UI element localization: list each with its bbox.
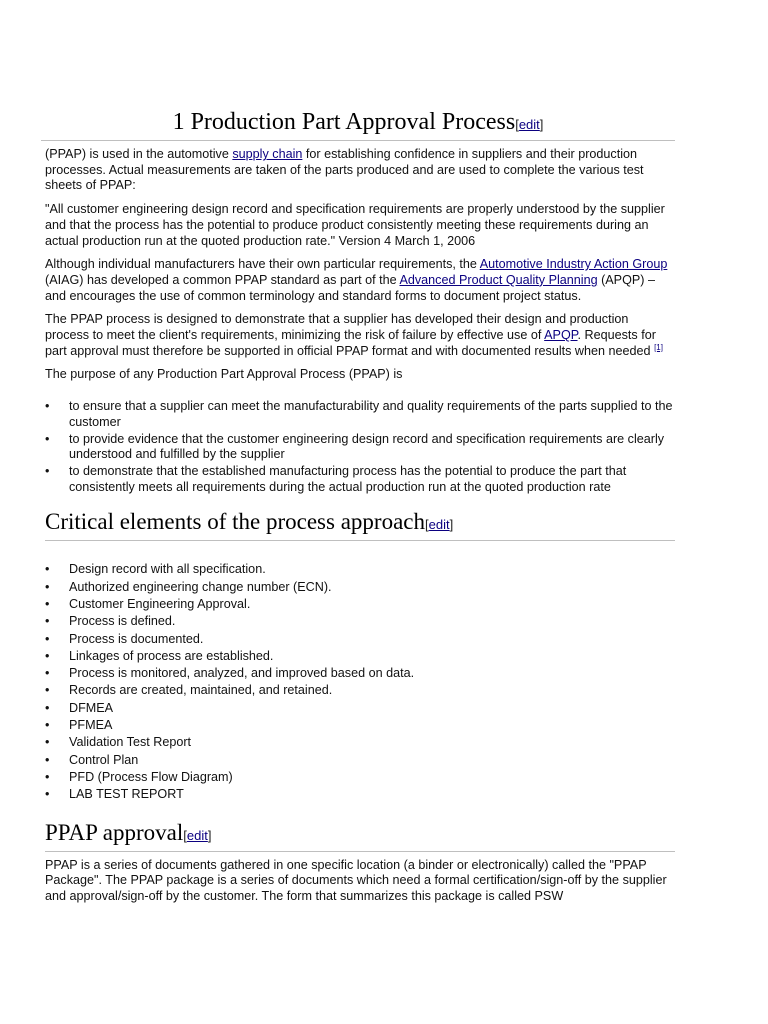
list-item: • PFMEA xyxy=(45,717,675,734)
list-item: • Process is documented. xyxy=(45,631,675,648)
article-content xyxy=(45,108,675,905)
process-text-end: . Requests for part approval must therefore be supported in official PPAP format and with documented results when needed xyxy=(45,328,656,358)
list-item: • Customer Engineering Approval. xyxy=(45,596,675,613)
edit-link[interactable]: edit xyxy=(428,517,450,533)
section-title: 1 Production Part Approval Process xyxy=(172,109,516,135)
edit-section-link-wrapper: [edit] xyxy=(183,827,212,843)
list-item: • Process is monitored, analyzed, and improved based on data. xyxy=(45,665,675,682)
section-heading-ppap-approval xyxy=(45,819,675,852)
process-text: The PPAP process is designed to demonstrate that a supplier has developed their design and production process to meet the client's requirements, minimizing the risk of failure by effective use of xyxy=(45,312,629,343)
intro-paragraph xyxy=(45,147,675,194)
reference-1-link[interactable]: [1] xyxy=(654,342,663,352)
apqp-full-link[interactable]: Advanced Product Quality Planning xyxy=(399,272,598,287)
list-item: • Design record with all specification. xyxy=(45,561,675,578)
aiag-text-end: (APQP) – and encourages the use of common terminology and standard forms to document project status. xyxy=(45,272,655,303)
edit-section-link-wrapper: [edit] xyxy=(515,117,544,132)
list-item: • Linkages of process are established. xyxy=(45,648,675,665)
aiag-text-mid: (AIAG) has developed a common PPAP standard as part of the xyxy=(45,272,400,287)
edit-link[interactable]: edit xyxy=(518,117,540,132)
intro-text: (PPAP) is used in the automotive xyxy=(45,147,233,161)
list-item: • PFD (Process Flow Diagram) xyxy=(45,769,675,786)
list-item: • Validation Test Report xyxy=(45,734,675,751)
intro-text-cont: for establishing confidence in suppliers and their production processes. Actual measurements are taken of the parts produced and are used to complete the various test sheets of PPAP: xyxy=(45,147,644,193)
list-item: • Control Plan xyxy=(45,752,675,769)
supply-chain-link[interactable]: supply chain xyxy=(232,147,303,161)
purpose-list xyxy=(45,399,675,495)
section-title: PPAP approval xyxy=(45,819,184,845)
ppap-approval-paragraph: PPAP is a series of documents gathered in one specific location (a binder or electronically) called the "PPAP Package". The PPAP package is a series of documents which need a formal certification/sign-off by the supplier and approval/sign-off by the customer. The form that summarizes this package is called PSW xyxy=(45,857,667,903)
list-item: • Process is defined. xyxy=(45,613,675,630)
aiag-paragraph xyxy=(45,257,675,304)
list-item: • Records are created, maintained, and retained. xyxy=(45,682,675,699)
aiag-link[interactable]: Automotive Industry Action Group xyxy=(479,257,668,272)
list-item: • to provide evidence that the customer engineering design record and specification requirements are clearly understood and fulfilled by the supplier xyxy=(45,432,675,463)
apqp-link[interactable]: APQP xyxy=(544,328,578,343)
aiag-text: Although individual manufacturers have their own particular requirements, the xyxy=(45,257,480,272)
purpose-paragraph: The purpose of any Production Part Approval Process (PPAP) is xyxy=(45,367,403,382)
section-title: Critical elements of the process approach xyxy=(45,509,425,535)
edit-section-link-wrapper: [edit] xyxy=(425,517,454,533)
list-item: • to ensure that a supplier can meet the manufacturability and quality requirements of the parts supplied to the customer xyxy=(45,399,675,430)
section-heading-ppap xyxy=(41,108,675,141)
list-item: • DFMEA xyxy=(45,700,675,717)
section-heading-critical-elements xyxy=(45,508,675,541)
critical-elements-list xyxy=(45,561,675,803)
list-item: • Authorized engineering change number (ECN). xyxy=(45,579,675,596)
process-paragraph xyxy=(45,312,675,359)
edit-link[interactable]: edit xyxy=(186,827,208,843)
list-item: • to demonstrate that the established manufacturing process has the potential to produce the part that consistently meets all requirements during the actual production run at the quoted production rate xyxy=(45,464,675,495)
quote-paragraph: "All customer engineering design record and specification requirements are properly understood by the supplier and that the process has the potential to produce product consistently meeting these requirements during an actual production run at the quoted production rate." Version 4 March 1, 2006 xyxy=(45,202,665,248)
list-item: • LAB TEST REPORT xyxy=(45,786,675,803)
